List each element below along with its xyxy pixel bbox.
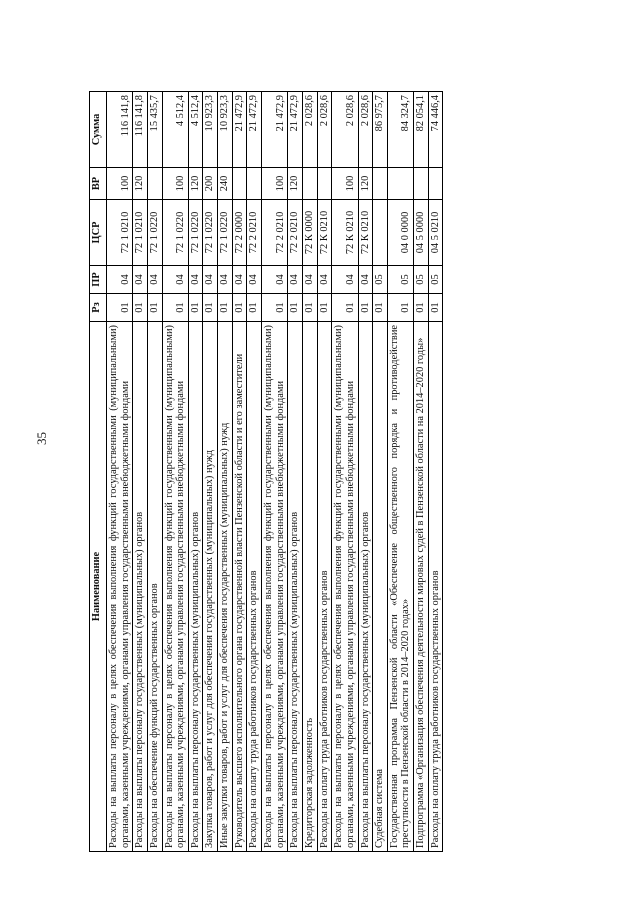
cell-name: Иные закупки товаров, работ и услуг для обеспечения государственных (муниципальных) нужд [218, 322, 233, 852]
cell-vr [414, 168, 429, 200]
table-row [387, 92, 413, 852]
cell-vr: 120 [358, 168, 373, 200]
cell-csr: 04 0 0000 [387, 200, 413, 266]
cell-vr [317, 168, 332, 200]
cell-name: Расходы на обеспечение функций государственных органов [147, 322, 162, 852]
cell-pr: 04 [203, 266, 218, 294]
cell-rz: 01 [387, 294, 413, 322]
cell-sum: 116 141,8 [133, 92, 148, 168]
table-row [203, 92, 218, 852]
cell-rz: 01 [428, 294, 443, 322]
cell-vr [428, 168, 443, 200]
cell-rz: 01 [373, 294, 388, 322]
budget-table [89, 91, 443, 852]
cell-vr: 120 [188, 168, 203, 200]
table-row [133, 92, 148, 852]
cell-vr: 100 [107, 168, 133, 200]
cell-pr: 04 [317, 266, 332, 294]
cell-pr: 04 [302, 266, 317, 294]
cell-name: Расходы на оплату труда работников государственных органов [317, 322, 332, 852]
cell-csr: 72 2 0210 [247, 200, 262, 266]
cell-rz: 01 [247, 294, 262, 322]
cell-pr: 05 [414, 266, 429, 294]
cell-pr: 04 [247, 266, 262, 294]
header-rz: Рз [90, 294, 107, 322]
cell-name: Расходы на выплаты персоналу в целях обеспечения выполнения функций государственными (муниципальными) органами, казенными учреждениями, органами управления государственными внебюджетными фондами [162, 322, 188, 852]
cell-vr: 120 [288, 168, 303, 200]
cell-name: Расходы на выплаты персоналу в целях обеспечения выполнения функций государственными (муниципальными) органами, казенными учреждениями, органами управления государственными внебюджетными фондами [332, 322, 358, 852]
header-pr: ПР [90, 266, 107, 294]
cell-sum: 2 028,6 [302, 92, 317, 168]
cell-vr: 100 [162, 168, 188, 200]
cell-pr: 04 [133, 266, 148, 294]
cell-csr: 04 5 0000 [414, 200, 429, 266]
cell-csr: 72 1 0220 [147, 200, 162, 266]
table-row [247, 92, 262, 852]
table-row [358, 92, 373, 852]
cell-pr: 04 [162, 266, 188, 294]
cell-csr: 72 1 0220 [203, 200, 218, 266]
cell-name: Закупка товаров, работ и услуг для обеспечения государственных (муниципальных) нужд [203, 322, 218, 852]
cell-csr: 72 К 0210 [358, 200, 373, 266]
cell-pr: 04 [147, 266, 162, 294]
cell-rz: 01 [288, 294, 303, 322]
cell-csr: 72 К 0210 [332, 200, 358, 266]
table-row [107, 92, 133, 852]
cell-vr [387, 168, 413, 200]
cell-rz: 01 [162, 294, 188, 322]
cell-pr: 04 [288, 266, 303, 294]
cell-vr [232, 168, 247, 200]
cell-sum: 15 435,7 [147, 92, 162, 168]
cell-sum: 21 472,9 [262, 92, 288, 168]
cell-sum: 21 472,9 [288, 92, 303, 168]
cell-vr [147, 168, 162, 200]
rotated-page-content [89, 92, 559, 852]
cell-name: Расходы на оплату труда работников государственных органов [428, 322, 443, 852]
cell-pr: 04 [262, 266, 288, 294]
cell-csr: 72 1 0210 [133, 200, 148, 266]
cell-pr: 04 [107, 266, 133, 294]
cell-name: Кредиторская задолженность [302, 322, 317, 852]
cell-vr [247, 168, 262, 200]
cell-pr: 04 [332, 266, 358, 294]
cell-pr: 04 [232, 266, 247, 294]
cell-name: Подпрограмма «Организация обеспечения деятельности мировых судей в Пензенской области на 2014–2020 годы» [414, 322, 429, 852]
cell-sum: 21 472,9 [232, 92, 247, 168]
cell-vr: 200 [203, 168, 218, 200]
header-sum: Сумма [90, 92, 107, 168]
cell-rz: 01 [232, 294, 247, 322]
cell-pr: 05 [373, 266, 388, 294]
cell-vr: 120 [133, 168, 148, 200]
table-row [162, 92, 188, 852]
table-row [428, 92, 443, 852]
cell-rz: 01 [262, 294, 288, 322]
cell-sum: 84 324,7 [387, 92, 413, 168]
cell-name: Расходы на выплаты персоналу в целях обеспечения выполнения функций государственными (муниципальными) органами, казенными учреждениями, органами управления государственными внебюджетными фондами [107, 322, 133, 852]
cell-rz: 01 [203, 294, 218, 322]
table-row [188, 92, 203, 852]
cell-vr: 240 [218, 168, 233, 200]
cell-csr: 72 2 0210 [288, 200, 303, 266]
cell-pr: 05 [387, 266, 413, 294]
cell-vr: 100 [332, 168, 358, 200]
cell-vr: 100 [262, 168, 288, 200]
cell-rz: 01 [133, 294, 148, 322]
cell-name: Расходы на выплаты персоналу в целях обеспечения выполнения функций государственными (муниципальными) органами, казенными учреждениями, органами управления государственными внебюджетными фондами [262, 322, 288, 852]
cell-sum: 4 512,4 [188, 92, 203, 168]
cell-name: Руководитель высшего исполнительного органа государственной власти Пензенской области и его заместители [232, 322, 247, 852]
cell-name: Расходы на выплаты персоналу государственных (муниципальных) органов [188, 322, 203, 852]
cell-csr [373, 200, 388, 266]
cell-sum: 2 028,6 [332, 92, 358, 168]
cell-rz: 01 [358, 294, 373, 322]
page-number: 35 [34, 432, 49, 445]
cell-csr: 72 1 0220 [188, 200, 203, 266]
cell-name: Расходы на оплату труда работников государственных органов [247, 322, 262, 852]
cell-csr: 72 К 0210 [317, 200, 332, 266]
cell-sum: 10 923,3 [218, 92, 233, 168]
cell-sum: 4 512,4 [162, 92, 188, 168]
cell-sum: 21 472,9 [247, 92, 262, 168]
cell-sum: 74 446,4 [428, 92, 443, 168]
table-row [317, 92, 332, 852]
cell-pr: 04 [188, 266, 203, 294]
table-row [302, 92, 317, 852]
header-name: Наименование [90, 322, 107, 852]
cell-sum: 86 975,7 [373, 92, 388, 168]
cell-pr: 04 [218, 266, 233, 294]
cell-rz: 01 [414, 294, 429, 322]
cell-rz: 01 [147, 294, 162, 322]
table-row [373, 92, 388, 852]
cell-csr: 72 1 0220 [162, 200, 188, 266]
table-row [332, 92, 358, 852]
cell-vr [302, 168, 317, 200]
header-vr: ВР [90, 168, 107, 200]
table-row [414, 92, 429, 852]
cell-csr: 04 5 0210 [428, 200, 443, 266]
table-row [262, 92, 288, 852]
cell-sum: 116 141,8 [107, 92, 133, 168]
cell-name: Расходы на выплаты персоналу государственных (муниципальных) органов [133, 322, 148, 852]
cell-rz: 01 [302, 294, 317, 322]
table-row [147, 92, 162, 852]
cell-rz: 01 [332, 294, 358, 322]
cell-sum: 82 054,1 [414, 92, 429, 168]
cell-pr: 05 [428, 266, 443, 294]
cell-name: Расходы на выплаты персоналу государственных (муниципальных) органов [358, 322, 373, 852]
cell-vr [373, 168, 388, 200]
cell-sum: 2 028,6 [317, 92, 332, 168]
cell-csr: 72 2 0000 [232, 200, 247, 266]
cell-rz: 01 [317, 294, 332, 322]
cell-name: Государственная программа Пензенской области «Обеспечение общественного порядка и противодействие преступности в Пензенской области в 2014–2020 годах» [387, 322, 413, 852]
table-row [288, 92, 303, 852]
cell-rz: 01 [188, 294, 203, 322]
cell-pr: 04 [358, 266, 373, 294]
cell-csr: 72 2 0210 [262, 200, 288, 266]
cell-rz: 01 [218, 294, 233, 322]
cell-csr: 72 К 0000 [302, 200, 317, 266]
table-row [232, 92, 247, 852]
cell-name: Судебная система [373, 322, 388, 852]
cell-name: Расходы на выплаты персоналу государственных (муниципальных) органов [288, 322, 303, 852]
cell-csr: 72 1 0210 [107, 200, 133, 266]
table-row [218, 92, 233, 852]
cell-sum: 2 028,6 [358, 92, 373, 168]
header-csr: ЦСР [90, 200, 107, 266]
cell-rz: 01 [107, 294, 133, 322]
cell-sum: 10 923,3 [203, 92, 218, 168]
table-header-row [90, 92, 107, 852]
cell-csr: 72 1 0220 [218, 200, 233, 266]
